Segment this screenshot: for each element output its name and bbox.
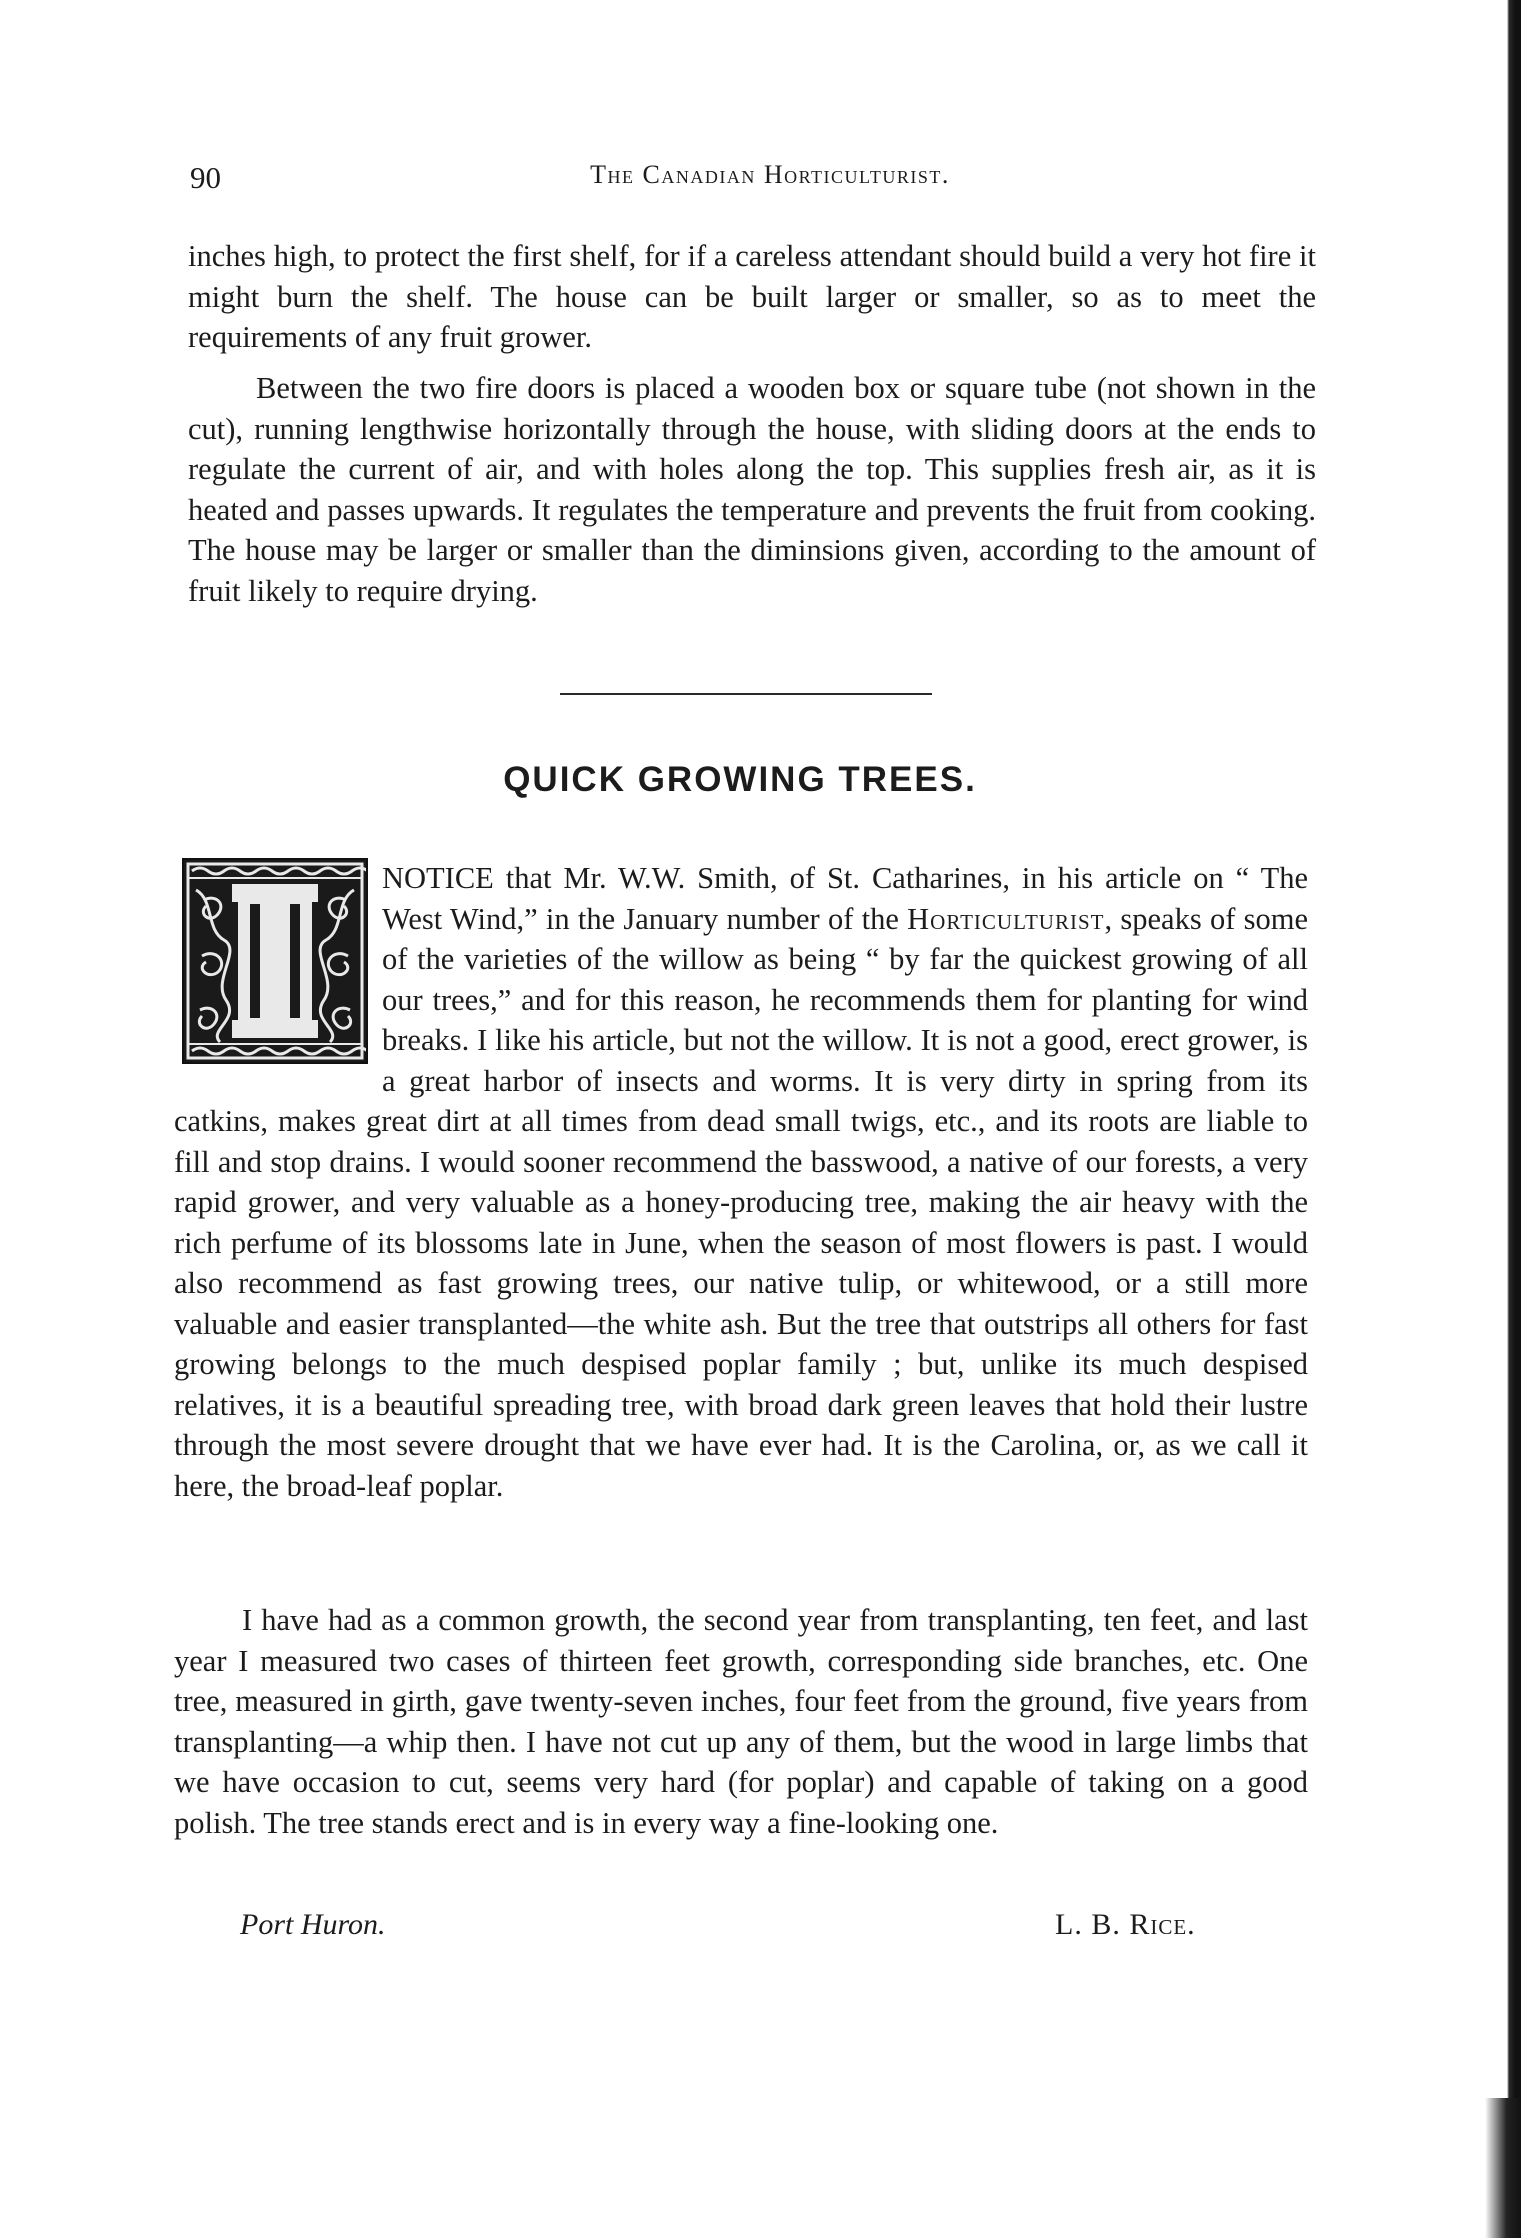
magazine-name: Horticulturist [907,901,1105,936]
signature-line [240,1908,1240,1948]
article-text-part: , speaks of some of the varieties of the willow as being “ by far the quickest growing of all our trees,” and for this reason, he recommends them for planting for wind breaks. I like his article, but not the willow. It is not a good, erect grower, is a great harbor of insects and worms. It is very dirty in spring from its catkins, makes great dirt at all times from dead small twigs, etc., and its roots are liable to fill and stop drains. I would sooner recommend the basswood, a native of our forests, a very rapid grower, and very valuable as a honey-producing tree, making the air heavy with the rich perfume of its blossoms late in June, when the season of most flowers is past. I would also recommend as fast growing trees, our native tulip, or whitewood, or a still more valuable and easier transplanted—the white ash. But the tree that outstrips all others for fast growing belongs to the much despised poplar family ; but, unlike its much despised relatives, it is a beautiful spreading tree, with broad dark green leaves that hold their lustre through the most severe drought that we have ever had. It is the Carolina, or, as we call it here, the broad-leaf poplar. [174,901,1308,1503]
section-divider [560,693,932,695]
article-body-continued [174,1600,1308,1843]
paragraph: inches high, to protect the first shelf, for if a careless attendant should build a very hot fire it might burn the shelf. The house can be built larger or smaller, so as to meet the requirements of any fruit grower. [188,239,1316,354]
page-header [190,160,1310,210]
drop-cap-space [174,858,382,1070]
continued-paragraph [188,236,1316,358]
page-number: 90 [190,160,221,195]
page-edge-shadow [1503,0,1521,2238]
fire-doors-paragraph [188,368,1316,611]
running-head-text: The Canadian Horticulturist. [590,160,950,189]
paragraph: Between the two fire doors is placed a wooden box or square tube (not shown in the cut), running lengthwise horizontally through the house, with sliding doors at the ends to regulate the current of air, and with holes along the top. This supplies fresh air, as it is heated and passes upwards. It regulates the temperature and prevents the fruit from cooking. The house may be larger or smaller than the diminsions given, according to the amount of fruit likely to require drying. [188,371,1316,608]
article-text-part: NOTICE that Mr. W.W. Smith, of St. Catharines, in his article on “ The West Wind,” in the January number of the [382,861,1308,936]
article-paragraph [174,858,1308,1506]
article-body [174,858,1308,1506]
signature-author: L. B. Rice. [1055,1908,1196,1941]
article-paragraph: I have had as a common growth, the second year from transplanting, ten feet, and last year I measured two cases of thirteen feet growth, corresponding side branches, etc. One tree, measured in girth, gave twenty-seven inches, four feet from the ground, five years from transplanting—a whip then. I have not cut up any of them, but the wood in large limbs that we have occasion to cut, seems very hard (for poplar) and capable of taking on a good polish. The tree stands erect and is in every way a fine-looking one. [174,1603,1308,1840]
page-edge-corner [1485,2098,1521,2238]
article-title: QUICK GROWING TREES. [503,760,977,799]
signature-place: Port Huron. [240,1908,386,1941]
running-head [190,160,1310,190]
